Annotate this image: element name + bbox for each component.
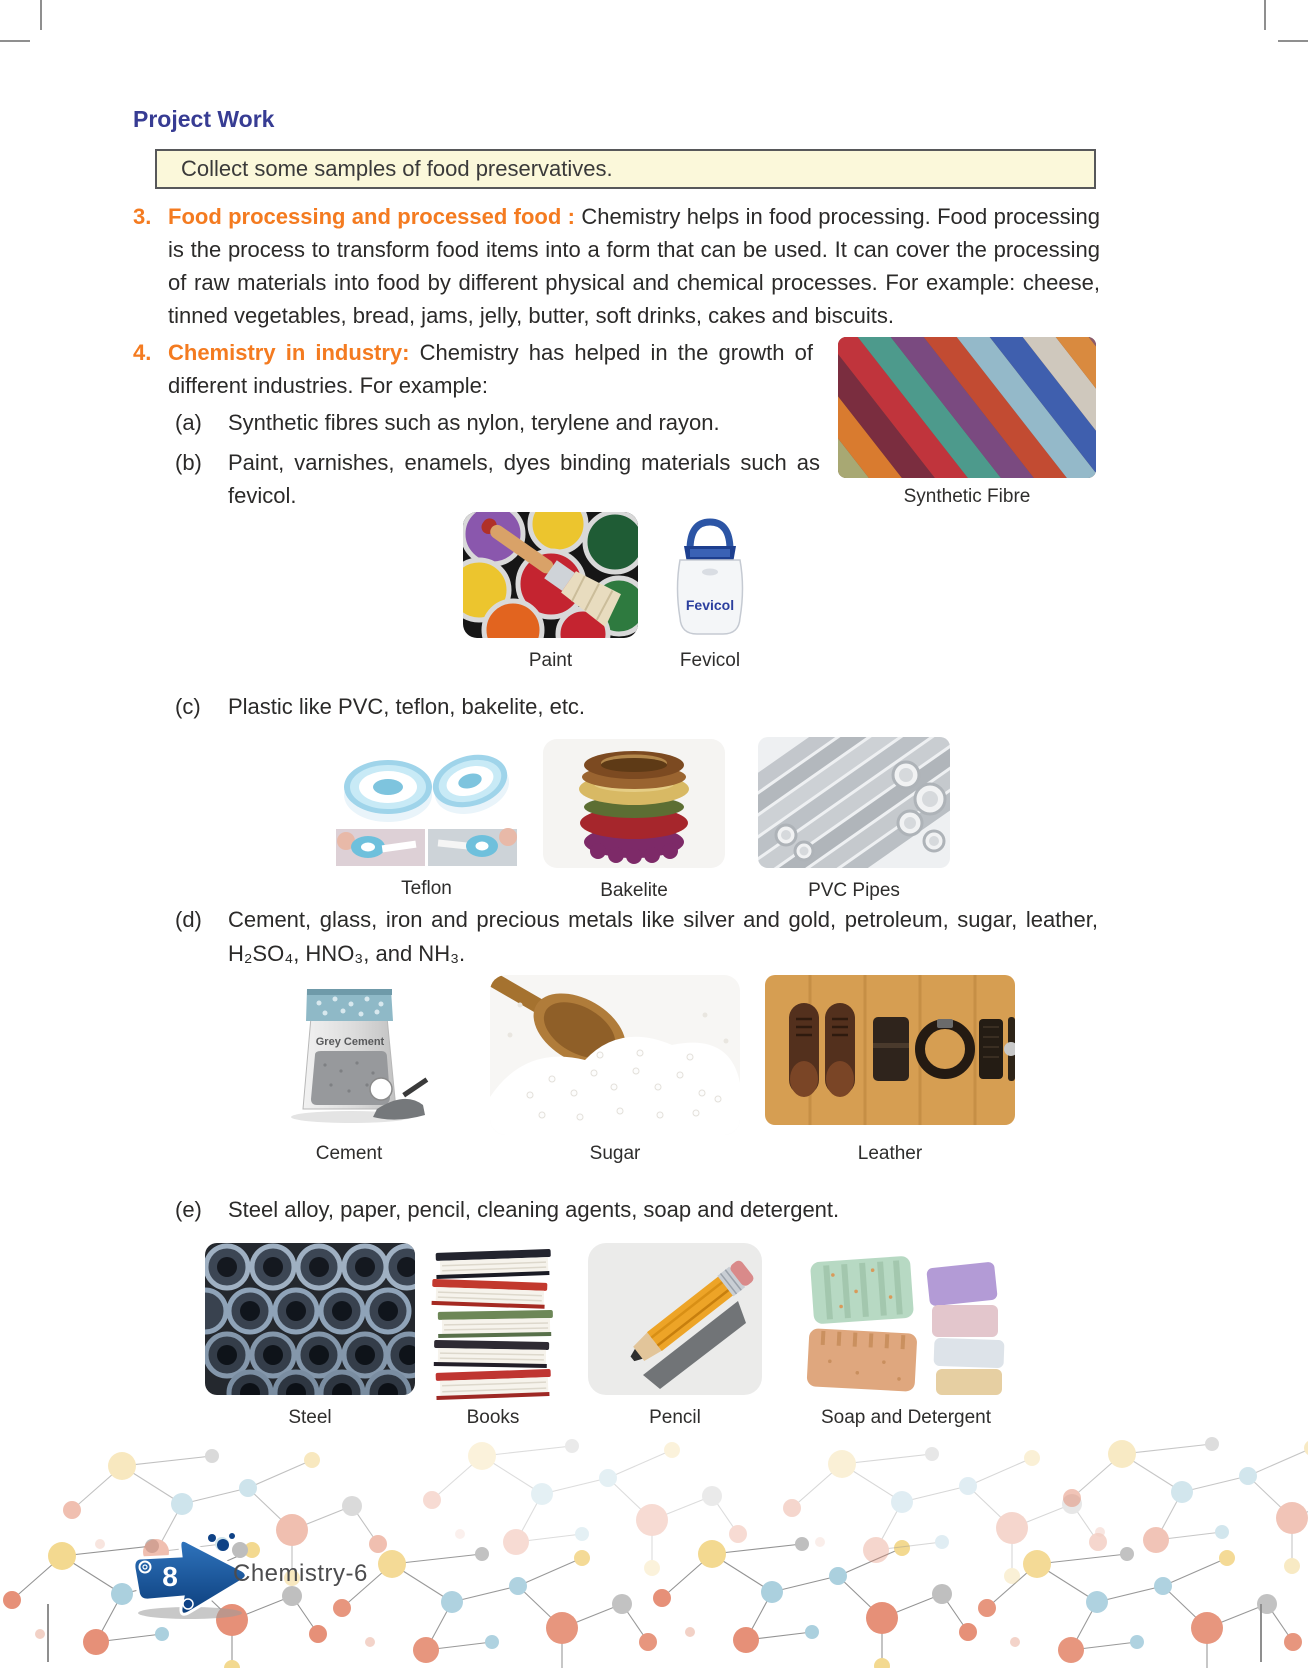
item-body: Chemistry helps in food processing. Food processing is the process to transform food items into a form that can be used. It can cover the processing of raw materials into food by different physical and chemical processes. For example: cheese, tinned vegetables, bread, jams, jelly, butter, soft drinks, cakes and biscuits.	[168, 204, 1100, 328]
bakelite-image	[543, 739, 725, 868]
item-title: Chemistry in industry:	[168, 340, 410, 365]
figure-caption: Soap and Detergent	[820, 1407, 992, 1428]
figure-pvc-pipes	[758, 737, 950, 902]
crop-mark	[0, 40, 30, 42]
figure-caption: Bakelite	[600, 880, 668, 901]
figure-caption: Books	[466, 1407, 520, 1428]
figure-caption: Paint	[528, 650, 573, 671]
item-title: Food processing and processed food :	[168, 204, 575, 229]
pvc-pipes-image	[758, 737, 950, 868]
figure-soap	[800, 1243, 1012, 1429]
sugar-image	[490, 975, 740, 1135]
cement-image	[263, 975, 435, 1133]
figure-steel	[205, 1243, 415, 1429]
sub-item-text: Paint, varnishes, enamels, dyes binding materials such as fevicol.	[228, 450, 820, 508]
crop-mark	[1278, 40, 1308, 42]
sub-item-text: Synthetic fibres such as nylon, terylene and rayon.	[228, 410, 720, 435]
figure-sugar	[490, 975, 740, 1165]
figure-leather	[765, 975, 1015, 1165]
figure-teflon	[330, 737, 523, 900]
fevicol-image	[666, 516, 754, 640]
sub-item-label: (c)	[175, 694, 201, 719]
figure-caption: Pencil	[649, 1407, 701, 1428]
soap-image	[800, 1243, 1012, 1400]
crop-mark	[47, 1604, 49, 1662]
figure-pencil	[588, 1243, 762, 1429]
project-work-text: Collect some samples of food preservatives.	[181, 156, 613, 181]
item-text	[168, 336, 813, 402]
section-heading: Project Work	[133, 106, 275, 132]
list-item-3	[133, 200, 1100, 332]
crop-mark	[1264, 0, 1266, 30]
leather-image	[765, 975, 1015, 1125]
sub-item-text: Plastic like PVC, teflon, bakelite, etc.	[228, 694, 586, 719]
cement-bag-label: Grey Cement	[315, 1036, 385, 1048]
synthetic-fibre-image	[838, 337, 1096, 478]
figure-caption: Sugar	[589, 1143, 641, 1164]
figure-caption: Synthetic Fibre	[903, 486, 1031, 507]
crop-mark	[1260, 1604, 1262, 1662]
figure-caption: Steel	[288, 1407, 332, 1428]
books-image	[428, 1243, 558, 1400]
sub-item-e	[175, 1193, 1075, 1226]
page-number: 8	[162, 1561, 178, 1592]
sub-item-b	[175, 446, 820, 512]
figure-caption: Teflon	[401, 878, 452, 899]
sub-item-a	[175, 406, 820, 439]
pencil-image	[588, 1243, 762, 1395]
teflon-image	[330, 737, 523, 868]
crop-mark	[40, 0, 42, 30]
sub-item-label: (a)	[175, 410, 202, 435]
sub-item-label: (b)	[175, 450, 202, 475]
figure-caption: PVC Pipes	[808, 880, 900, 901]
list-item-4	[133, 336, 813, 402]
figure-caption: Fevicol	[679, 650, 741, 671]
figure-synthetic-fibre	[838, 337, 1096, 508]
book-title: Chemistry-6	[233, 1560, 368, 1587]
sub-item-d	[175, 903, 1100, 971]
fevicol-label: Fevicol	[685, 597, 735, 613]
item-number: 3.	[133, 204, 152, 229]
item-body: Chemistry has helped in the growth of different industries. For example:	[168, 340, 813, 398]
figure-paint	[463, 512, 638, 672]
item-text	[168, 200, 1100, 332]
sub-item-label: (e)	[175, 1197, 202, 1222]
sub-item-c	[175, 690, 875, 723]
figure-caption: Cement	[315, 1143, 383, 1164]
figure-cement	[263, 975, 435, 1165]
sub-item-text: Cement, glass, iron and precious metals like silver and gold, petroleum, sugar, leather, H₂SO₄, HNO₃, and NH₃.	[228, 907, 1098, 966]
sub-item-label: (d)	[175, 907, 202, 932]
project-work-box	[155, 149, 1096, 189]
figure-caption: Leather	[857, 1143, 923, 1164]
steel-image	[205, 1243, 415, 1395]
item-number: 4.	[133, 340, 152, 365]
sub-item-text: Steel alloy, paper, pencil, cleaning agents, soap and detergent.	[228, 1197, 840, 1222]
figure-books	[428, 1243, 558, 1429]
paint-image	[463, 512, 638, 638]
figure-fevicol	[666, 516, 754, 672]
figure-bakelite	[543, 739, 725, 902]
